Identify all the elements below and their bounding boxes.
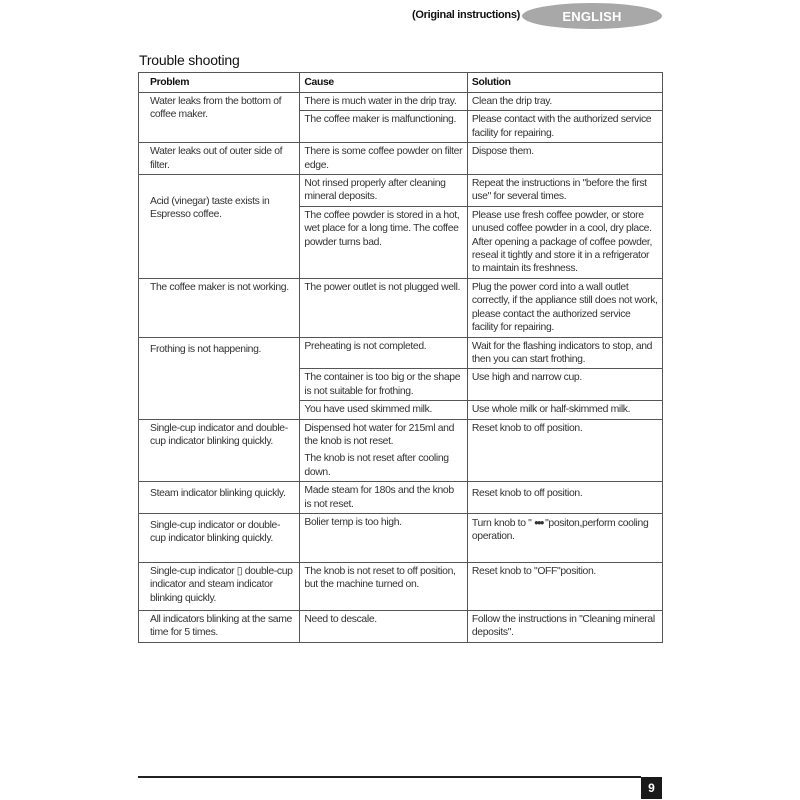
table-row (139, 143, 663, 175)
solution-cell: Please contact with the authorized service facility for repairing. (467, 111, 662, 143)
problem-cell: All indicators blinking at the same time for 5 times. (139, 610, 300, 642)
cause-cell: The coffee maker is malfunctioning. (300, 111, 467, 143)
solution-text-start: Turn knob to " (471, 517, 535, 529)
cause-cell: There is much water in the drip tray. (300, 93, 467, 111)
language-badge: ENGLISH (522, 3, 662, 29)
table-header-row (139, 73, 663, 93)
solution-text-end: "positon,perform cooling operation. (471, 517, 649, 543)
solution-cell: Dispose them. (467, 143, 662, 175)
problem-cell: Single-cup indicator ▯ double-cup indicator and steam indicator blinking quickly. (139, 562, 300, 610)
table-row (139, 419, 663, 482)
table-row (139, 610, 663, 642)
solution-cell (467, 513, 662, 562)
section-title: Trouble shooting (139, 52, 240, 68)
water-drops-icon: ●●● (534, 517, 543, 527)
solution-cell: Use whole milk or half-skimmed milk. (467, 401, 662, 419)
solution-cell: Follow the instructions in "Cleaning mineral deposits". (467, 610, 662, 642)
cause-cell: Bolier temp is too high. (300, 513, 467, 562)
problem-cell: Single-cup indicator or double-cup indicator blinking quickly. (139, 513, 300, 562)
cause-cell: The power outlet is not plugged well. (300, 278, 467, 337)
solution-cell: Use high and narrow cup. (467, 369, 662, 401)
cause-paragraph: Dispensed hot water for 215ml and the knob is not reset. (304, 422, 455, 447)
footer-rule (138, 776, 641, 778)
problem-cell: Water leaks out of outer side of filter. (139, 143, 300, 175)
original-instructions-label: (Original instructions) (412, 9, 520, 21)
problem-cell: Water leaks from the bottom of coffee maker. (139, 93, 300, 143)
cause-cell: The coffee powder is stored in a hot, wet place for a long time. The coffee powder turns bad. (300, 206, 467, 278)
cause-cell (300, 419, 467, 482)
table-row (139, 278, 663, 337)
solution-cell: Reset knob to off position. (467, 419, 662, 482)
cause-cell: Need to descale. (300, 610, 467, 642)
problem-cell: Single-cup indicator and double-cup indicator blinking quickly. (139, 419, 300, 482)
cause-cell: There is some coffee powder on filter edge. (300, 143, 467, 175)
column-header-problem: Problem (139, 73, 300, 93)
solution-cell: Please use fresh coffee powder, or store unused coffee powder in a cool, dry place. After opening a package of coffee powder, reseal it tightly and store it in a refrigerator to maintain its freshness. (467, 206, 662, 278)
problem-cell: Frothing is not happening. (139, 337, 300, 419)
table-row (139, 513, 663, 562)
table-row (139, 482, 663, 514)
solution-cell: Clean the drip tray. (467, 93, 662, 111)
problem-cell: The coffee maker is not working. (139, 278, 300, 337)
solution-cell: Wait for the flashing indicators to stop, and then you can start frothing. (467, 337, 662, 369)
cause-cell: The knob is not reset to off position, but the machine turned on. (300, 562, 467, 610)
cause-cell: Made steam for 180s and the knob is not reset. (300, 482, 467, 514)
problem-cell: Acid (vinegar) taste exists in Espresso coffee. (139, 175, 300, 279)
problem-cell: Steam indicator blinking quickly. (139, 482, 300, 514)
cause-cell: You have used skimmed milk. (300, 401, 467, 419)
table-row (139, 93, 663, 111)
table-row (139, 562, 663, 610)
table-row (139, 175, 663, 207)
solution-cell: Reset knob to "OFF"position. (467, 562, 662, 610)
cause-paragraph: The knob is not reset after cooling down. (304, 453, 449, 478)
column-header-cause: Cause (300, 73, 467, 93)
cause-cell: Preheating is not completed. (300, 337, 467, 369)
cause-cell: The container is too big or the shape is not suitable for frothing. (300, 369, 467, 401)
solution-cell: Repeat the instructions in "before the first use" for several times. (467, 175, 662, 207)
table-row (139, 337, 663, 369)
column-header-solution: Solution (467, 73, 662, 93)
solution-cell: Reset knob to off position. (467, 482, 662, 514)
cause-cell: Not rinsed properly after cleaning mineral deposits. (300, 175, 467, 207)
solution-cell: Plug the power cord into a wall outlet correctly, if the appliance still does not work, please contact the authorized service facility for repairing. (467, 278, 662, 337)
page-number: 9 (641, 777, 662, 799)
troubleshooting-table (138, 72, 663, 643)
